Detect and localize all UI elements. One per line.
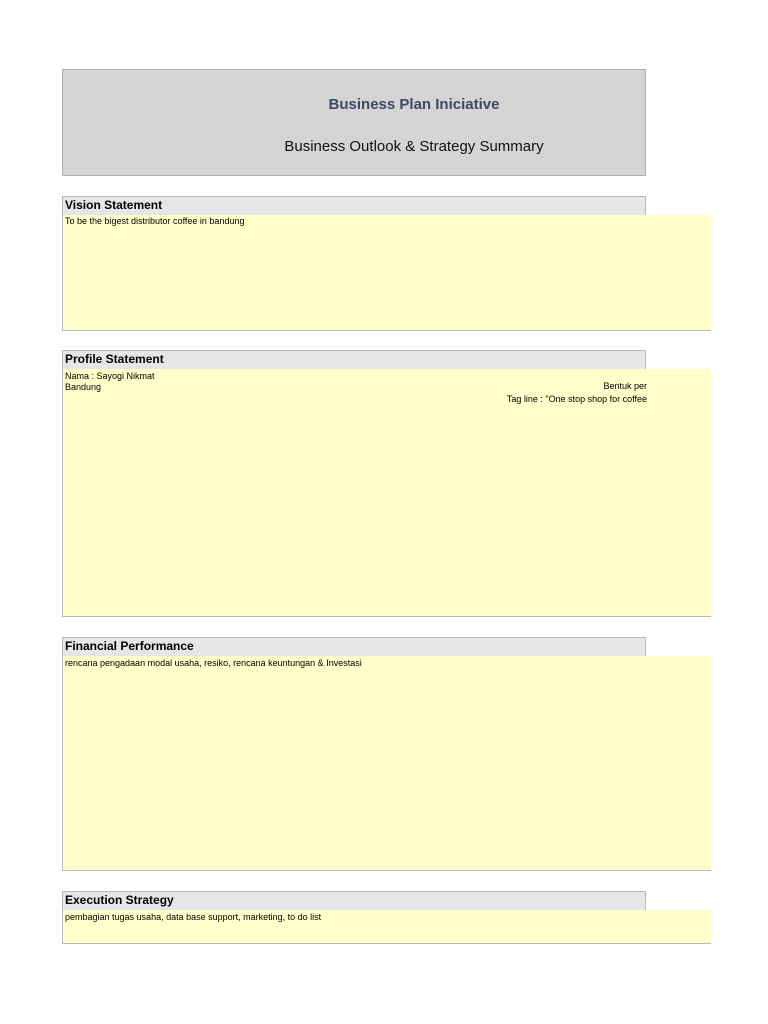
- title-banner: [62, 69, 646, 176]
- financial-heading: Financial Performance: [62, 637, 646, 656]
- vision-heading: Vision Statement: [62, 196, 646, 215]
- financial-text: rencana pengadaan modal usaha, resiko, rencana keuntungan & Investasi: [65, 658, 362, 668]
- page-subtitle: Business Outlook & Strategy Summary: [284, 138, 544, 155]
- execution-heading: Execution Strategy: [62, 891, 646, 910]
- profile-heading: Profile Statement: [62, 350, 646, 369]
- profile-name: Nama : Sayogi Nikmat: [65, 371, 155, 381]
- vision-text: To be the bigest distributor coffee in bandung: [65, 216, 245, 226]
- profile-city: Bandung: [65, 382, 102, 392]
- financial-cell[interactable]: [62, 656, 711, 871]
- execution-cell[interactable]: [62, 910, 711, 944]
- profile-cell[interactable]: [62, 369, 711, 617]
- vision-cell[interactable]: [62, 215, 711, 331]
- profile-tagline: Tag line : "One stop shop for coffee: [506, 394, 647, 404]
- execution-text: pembagian tugas usaha, data base support, marketing, to do list: [65, 912, 322, 922]
- profile-form-text: Bentuk per: [603, 381, 647, 391]
- profile-right-text: [363, 381, 647, 411]
- page-title: Business Plan Iniciative: [328, 96, 500, 113]
